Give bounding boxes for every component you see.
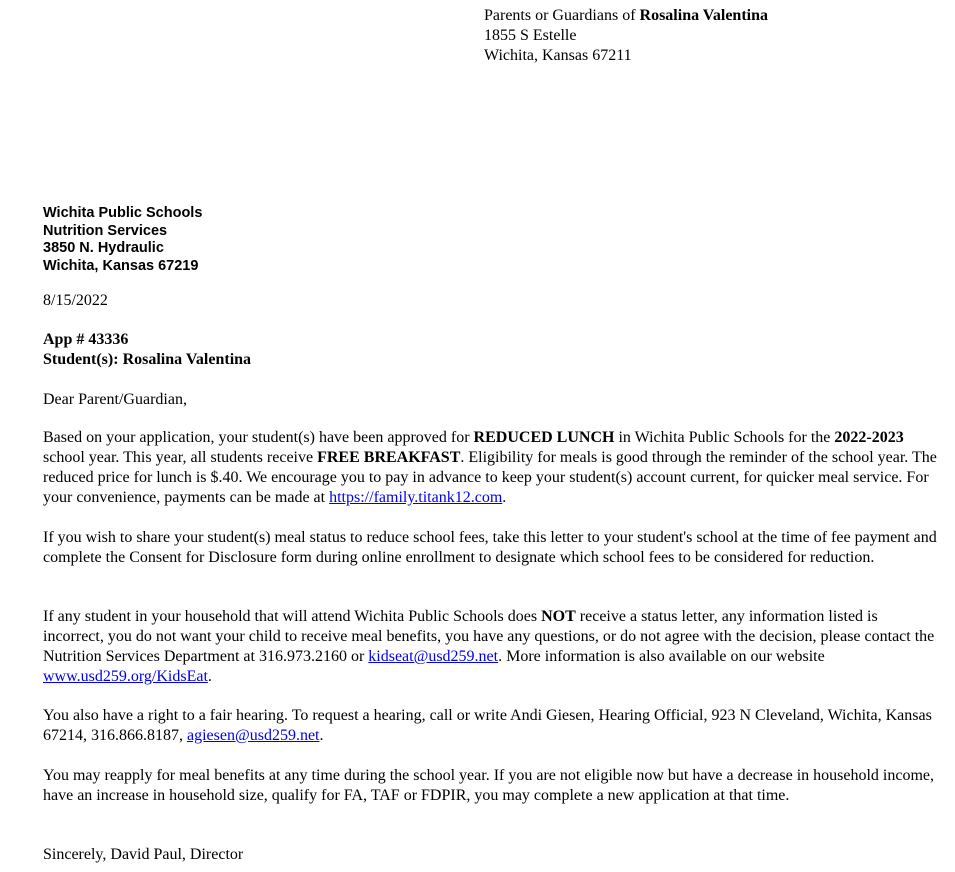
letter-date: 8/15/2022 <box>43 292 108 309</box>
not-emphasis: NOT <box>541 608 576 625</box>
p3-text-4: . <box>207 668 212 685</box>
fee-reduction-paragraph: If you wish to share your student(s) meal status to reduce school fees, take this letter to your student's school at the time of fee payment and complete the Consent for Disclosure form during online enrollment to designate which school fees to be considered for reduction. <box>43 529 937 566</box>
application-info <box>43 330 251 370</box>
p3-text-2: receive a status letter, any information listed is incorrect, you do not want your child to receive meal benefits, you have any questions, or do not agree with the decision, please contact the Nutrition Services Department at 316.973.2160 or <box>43 608 935 665</box>
p1-text-1: Based on your application, your student(s) have been approved for <box>43 429 474 446</box>
website-link[interactable]: www.usd259.org/KidsEat <box>43 668 208 685</box>
p3-text-1: If any student in your household that will attend Wichita Public Schools does <box>43 608 542 625</box>
p1-text-5: . <box>502 489 507 506</box>
hearing-paragraph <box>43 706 938 746</box>
sender-street: 3850 N. Hydraulic <box>43 240 164 256</box>
closing-signature: Sincerely, David Paul, Director <box>43 846 244 863</box>
hearing-email-link[interactable]: agiesen@usd259.net <box>187 727 320 744</box>
students-line: Student(s): Rosalina Valentina <box>43 351 252 368</box>
p1-text-2: in Wichita Public Schools for the <box>614 429 835 446</box>
recipient-city: Wichita, Kansas 67211 <box>484 47 632 64</box>
sender-city: Wichita, Kansas 67219 <box>43 257 199 274</box>
sender-org: Wichita Public Schools <box>43 205 203 221</box>
school-year-emphasis: 2022-2023 <box>834 429 904 446</box>
p1-text-3: school year. This year, all students receive <box>43 449 318 466</box>
payment-link[interactable]: https://family.titank12.com <box>329 489 503 506</box>
sender-dept: Nutrition Services <box>43 222 168 239</box>
approval-paragraph <box>43 428 938 508</box>
recipient-name: Rosalina Valentina <box>639 7 768 24</box>
greeting: Dear Parent/Guardian, <box>43 391 187 408</box>
recipient-prefix: Parents or Guardians of <box>484 7 640 24</box>
kidseat-email-link[interactable]: kidseat@usd259.net <box>368 648 499 665</box>
p3-text-3: . More information is also available on our website <box>498 648 825 665</box>
contact-paragraph <box>43 607 938 687</box>
recipient-address <box>484 6 768 66</box>
p4-text-2: . <box>319 727 324 744</box>
recipient-line <box>484 6 768 26</box>
p4-text-1: You also have a right to a fair hearing. To request a hearing, call or write Andi Giesen, Hearing Official, 923 N Cleveland, Wichita, Kansas 67214, 316.866.8187, <box>43 707 932 744</box>
free-breakfast-emphasis: FREE BREAKFAST <box>317 449 461 466</box>
reapply-paragraph: You may reapply for meal benefits at any time during the school year. If you are not eligible now but have a decrease in household income, have an increase in household size, qualify for FA, TAF or FDPIR, you may complete a new application at that time. <box>43 767 934 804</box>
sender-address <box>43 205 202 275</box>
app-number: App # 43336 <box>43 331 129 348</box>
reduced-lunch-emphasis: REDUCED LUNCH <box>473 429 615 446</box>
recipient-street: 1855 S Estelle <box>484 27 577 44</box>
p1-text-4: . Eligibility for meals is good through the reminder of the school year. The reduced price for lunch is $.40. We encourage you to pay in advance to keep your student(s) account current, for quicker meal service. For your convenience, payments can be made at <box>43 449 937 506</box>
